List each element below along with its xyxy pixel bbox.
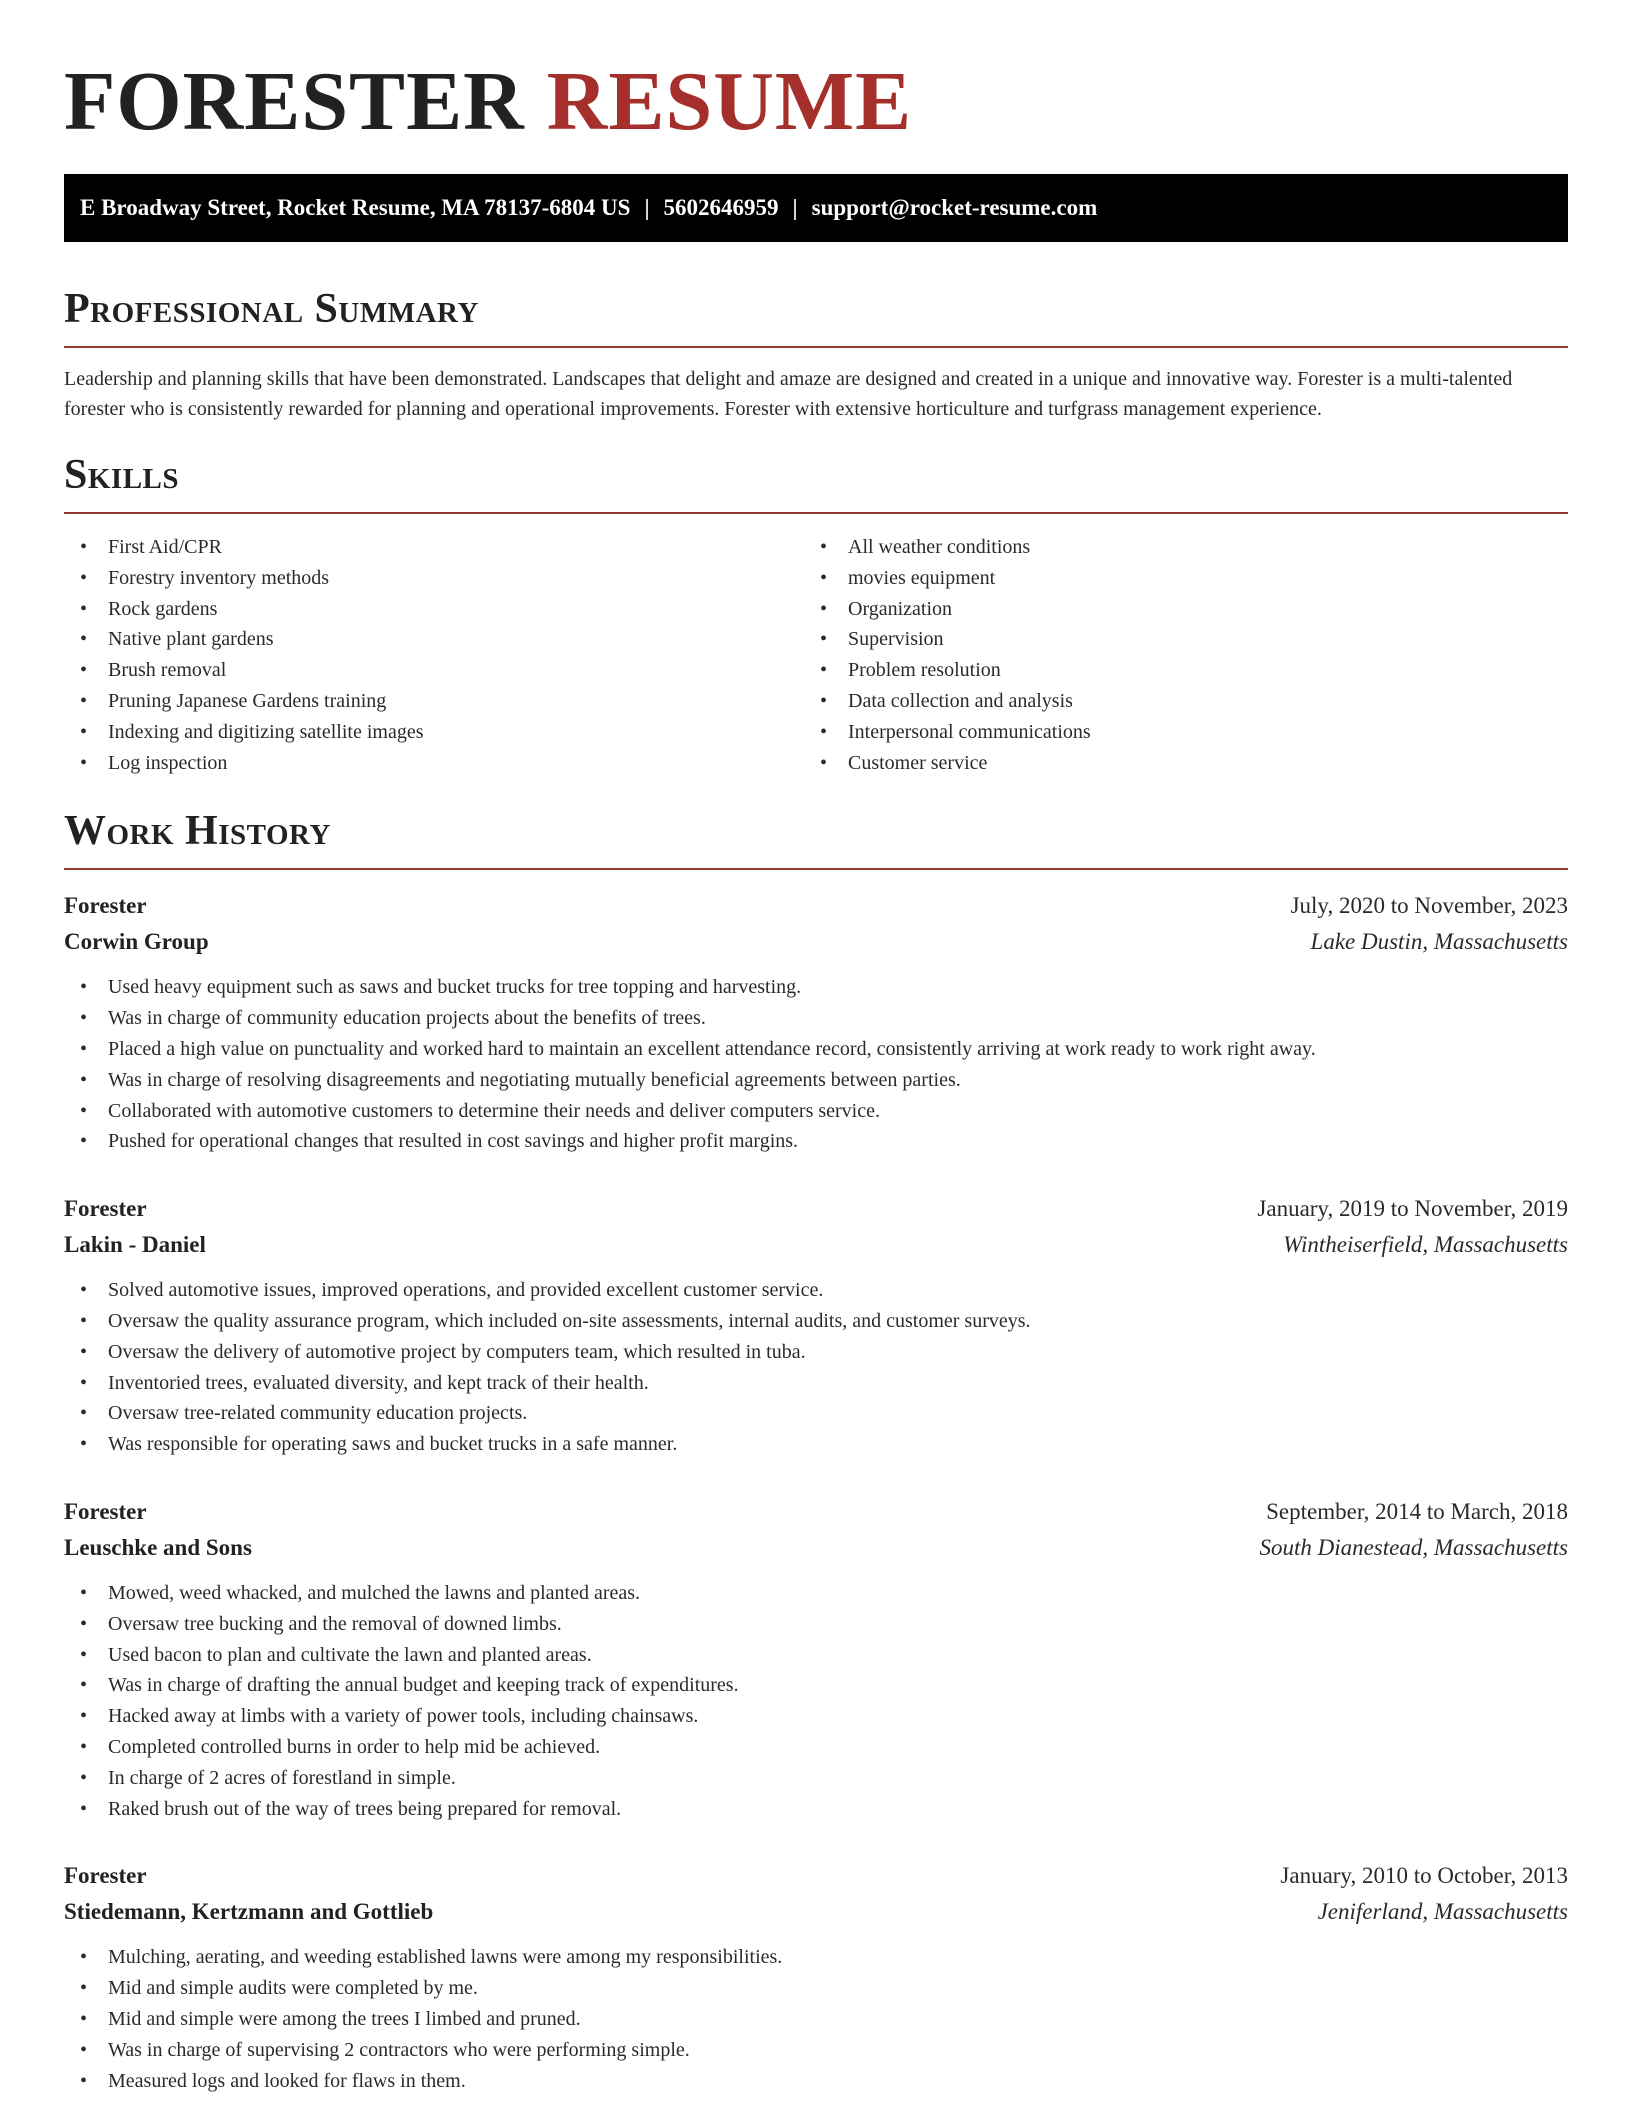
contact-separator: |	[644, 195, 650, 220]
contact-bar	[64, 174, 1568, 242]
title-main: FORESTER	[64, 55, 525, 148]
job-location: Jeniferland, Massachusetts	[1317, 1899, 1568, 1925]
job-subheader	[64, 924, 1568, 960]
title-accent: RESUME	[546, 55, 913, 148]
list-item: • Hacked away at limbs with a variety of power tools, including chainsaws.	[64, 1701, 1568, 1732]
list-item: • Used bacon to plan and cultivate the lawn and planted areas.	[64, 1640, 1568, 1671]
contact-address: E Broadway Street, Rocket Resume, MA 78137-6804 US	[80, 195, 631, 220]
summary-section	[64, 284, 1568, 424]
list-item: • Oversaw tree-related community education projects.	[64, 1398, 1568, 1429]
job-title: Forester	[64, 893, 147, 919]
list-item: • Was responsible for operating saws and bucket trucks in a safe manner.	[64, 1429, 1568, 1460]
list-item: • Was in charge of drafting the annual budget and keeping track of expenditures.	[64, 1670, 1568, 1701]
contact-email: support@rocket-resume.com	[811, 195, 1098, 220]
skills-columns	[64, 532, 1568, 778]
resume-title	[64, 0, 1568, 152]
job-duties	[64, 972, 1568, 1157]
list-item: • Oversaw tree bucking and the removal of downed limbs.	[64, 1609, 1568, 1640]
job-title: Forester	[64, 1863, 147, 1889]
list-item: • Raked brush out of the way of trees being prepared for removal.	[64, 1794, 1568, 1825]
job-header	[64, 888, 1568, 924]
job-company: Leuschke and Sons	[64, 1534, 252, 1560]
list-item: • Was in charge of community education projects about the benefits of trees.	[64, 1003, 1568, 1034]
contact-separator: |	[792, 195, 798, 220]
job-subheader	[64, 1227, 1568, 1263]
list-item: • Collaborated with automotive customers to determine their needs and deliver computers service.	[64, 1096, 1568, 1127]
skill-item: • Pruning Japanese Gardens training	[64, 686, 804, 717]
skill-item: • Organization	[804, 594, 1544, 625]
list-item: • Completed controlled burns in order to help mid be achieved.	[64, 1732, 1568, 1763]
list-item: • Inventoried trees, evaluated diversity, and kept track of their health.	[64, 1368, 1568, 1399]
section-divider	[64, 868, 1568, 870]
job-company: Corwin Group	[64, 929, 209, 955]
contact-phone: 5602646959	[663, 195, 779, 220]
skill-item: • movies equipment	[804, 563, 1544, 594]
job-entry	[64, 888, 1568, 1157]
job-entry	[64, 1858, 1568, 2096]
skills-heading: Skills	[64, 452, 180, 498]
skill-item: • Data collection and analysis	[804, 686, 1544, 717]
job-location: Lake Dustin, Massachusetts	[1310, 929, 1568, 955]
section-divider	[64, 346, 1568, 348]
section-divider	[64, 512, 1568, 514]
list-item: • In charge of 2 acres of forestland in simple.	[64, 1763, 1568, 1794]
job-dates: January, 2019 to November, 2019	[1257, 1196, 1568, 1222]
list-item: • Oversaw the delivery of automotive project by computers team, which resulted in tuba.	[64, 1337, 1568, 1368]
job-dates: July, 2020 to November, 2023	[1290, 893, 1568, 919]
list-item: • Pushed for operational changes that resulted in cost savings and higher profit margins.	[64, 1126, 1568, 1157]
skill-item: • Brush removal	[64, 655, 804, 686]
skill-item: • All weather conditions	[804, 532, 1544, 563]
work-history-section	[64, 806, 1568, 2096]
job-location: South Dianestead, Massachusetts	[1259, 1534, 1568, 1560]
list-item: • Measured logs and looked for flaws in them.	[64, 2066, 1568, 2097]
skills-list-left	[64, 532, 804, 778]
work-history-heading: Work History	[64, 808, 331, 855]
skill-item: • Customer service	[804, 748, 1544, 779]
skills-list-right	[804, 532, 1544, 778]
job-title: Forester	[64, 1196, 147, 1222]
skill-item: • Forestry inventory methods	[64, 563, 804, 594]
job-dates: September, 2014 to March, 2018	[1266, 1498, 1568, 1524]
skill-item: • Indexing and digitizing satellite images	[64, 717, 804, 748]
list-item: • Was in charge of resolving disagreements and negotiating mutually beneficial agreements between parties.	[64, 1065, 1568, 1096]
job-entry	[64, 1191, 1568, 1460]
list-item: • Solved automotive issues, improved operations, and provided excellent customer service.	[64, 1275, 1568, 1306]
skill-item: • Log inspection	[64, 748, 804, 779]
skill-item: • Problem resolution	[804, 655, 1544, 686]
list-item: • Used heavy equipment such as saws and bucket trucks for tree topping and harvesting.	[64, 972, 1568, 1003]
job-header	[64, 1858, 1568, 1894]
skill-item: • Interpersonal communications	[804, 717, 1544, 748]
summary-heading: Professional Summary	[64, 286, 479, 332]
job-header	[64, 1191, 1568, 1227]
job-duties	[64, 1578, 1568, 1824]
list-item: • Mid and simple were among the trees I limbed and pruned.	[64, 2004, 1568, 2035]
job-duties	[64, 1275, 1568, 1460]
skills-section	[64, 450, 1568, 778]
skill-item: • Native plant gardens	[64, 624, 804, 655]
list-item: • Mid and simple audits were completed by me.	[64, 1973, 1568, 2004]
list-item: • Was in charge of supervising 2 contractors who were performing simple.	[64, 2035, 1568, 2066]
list-item: • Mulching, aerating, and weeding established lawns were among my responsibilities.	[64, 1942, 1568, 1973]
job-subheader	[64, 1530, 1568, 1566]
list-item: • Mowed, weed whacked, and mulched the lawns and planted areas.	[64, 1578, 1568, 1609]
skill-item: • First Aid/CPR	[64, 532, 804, 563]
job-title: Forester	[64, 1498, 147, 1524]
job-company: Lakin - Daniel	[64, 1232, 206, 1258]
summary-text: Leadership and planning skills that have been demonstrated. Landscapes that delight and amaze are designed and created in a unique and innovative way. Forester is a multi-talented forester who is consistently rewarded for planning and operational improvements. Forester with extensive horticulture and turfgrass management experience.	[64, 368, 1513, 420]
resume-page	[64, 0, 1568, 2096]
job-location: Wintheiserfield, Massachusetts	[1283, 1232, 1568, 1258]
job-header	[64, 1494, 1568, 1530]
skill-item: • Supervision	[804, 624, 1544, 655]
skill-item: • Rock gardens	[64, 594, 804, 625]
job-subheader	[64, 1894, 1568, 1930]
list-item: • Placed a high value on punctuality and worked hard to maintain an excellent attendance record, consistently arriving at work ready to work right away.	[64, 1034, 1568, 1065]
job-entry	[64, 1494, 1568, 1824]
job-duties	[64, 1942, 1568, 2096]
job-company: Stiedemann, Kertzmann and Gottlieb	[64, 1899, 434, 1925]
list-item: • Oversaw the quality assurance program, which included on-site assessments, internal audits, and customer surveys.	[64, 1306, 1568, 1337]
job-dates: January, 2010 to October, 2013	[1280, 1863, 1568, 1889]
